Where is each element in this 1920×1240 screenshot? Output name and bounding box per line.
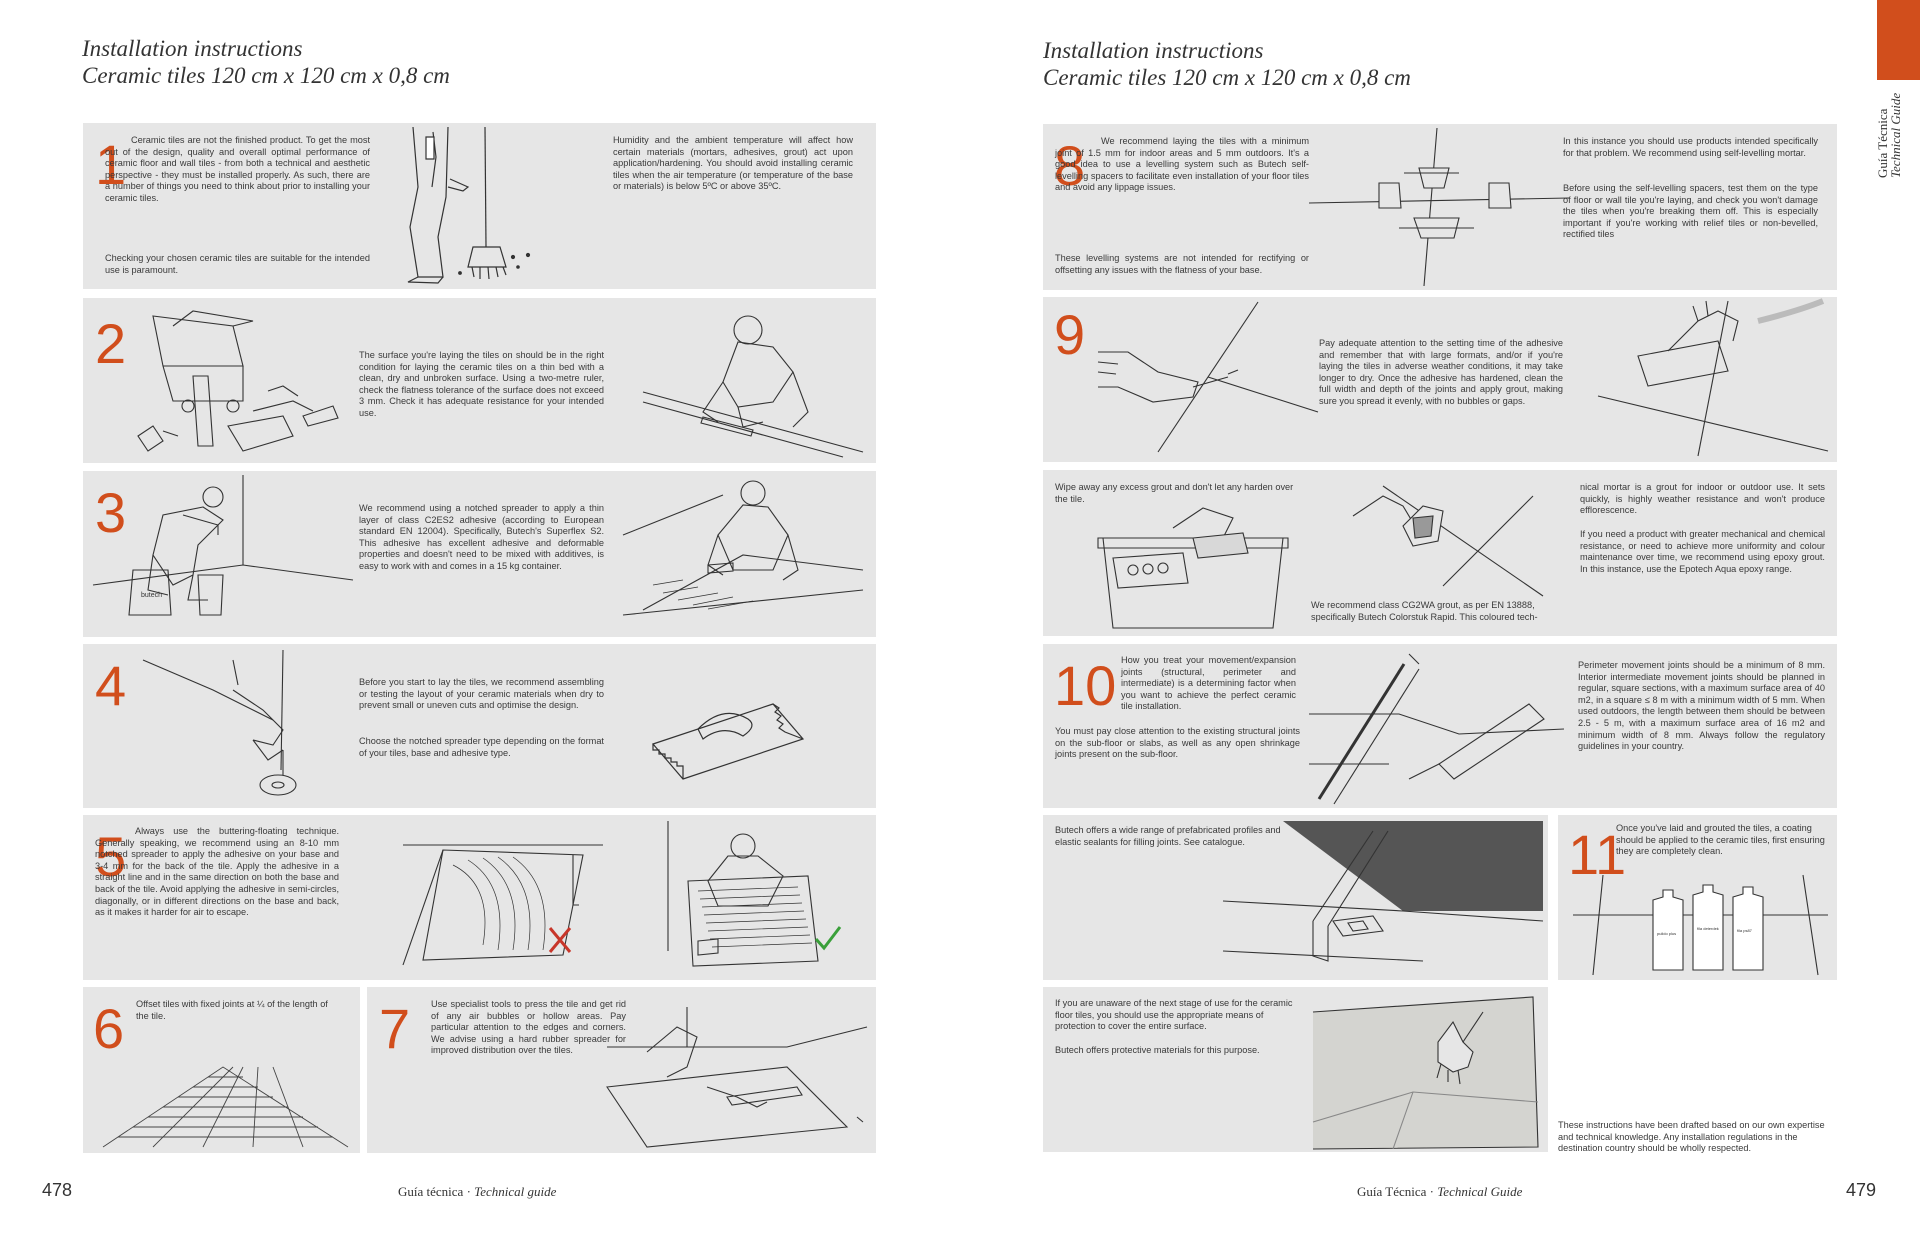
step-4-text-spreader: Choose the notched spreader type depending on the format of your tiles, base and adhesive type. [359, 736, 604, 758]
bucket-sponge-illustration [1093, 508, 1303, 633]
notched-spreader-illustration [643, 684, 813, 784]
worker-sweeping-illustration [388, 127, 578, 285]
step-number: 1 [95, 133, 127, 196]
bottle-label-3: fila ps87 [1737, 928, 1752, 933]
step-10-panel [1043, 644, 1837, 808]
step-9-text-epoxy: If you need a product with greater mechanical and chemical resistance, or need to achieve more uniformity and colour maintenance over time, we recommend using epoxy grout. In this instance, use the Epotech Aqua epoxy range. [1580, 529, 1825, 574]
step-1-text-temperature: Humidity and the ambient temperature will affect how certain materials (mortars, adhesives, grout) act upon application/hardening. You should avoid installing ceramic tiles when the air temperature (or temperature of the base or materials) is below 5ºC or above 35ºC. [613, 135, 853, 192]
right-title-line2: Ceramic tiles 120 cm x 120 cm x 0,8 cm [1043, 65, 1411, 90]
right-page-title [1043, 37, 1411, 91]
right-footer-es: Guía Técnica [1357, 1184, 1427, 1199]
hand-cleaning-joints-illustration [1098, 302, 1318, 452]
step-10-text-profiles: Butech offers a wide range of prefabricated profiles and elastic sealants for filling joints. See catalogue. [1055, 825, 1281, 847]
left-footer-en: Technical guide [474, 1184, 557, 1199]
step-8-text-joint: We recommend laying the tiles with a minimum joint of 1.5 mm for indoor areas and 5 mm outdoors. It's a good idea to use a levelling system such as Butech self-levelling spacers to facilitate even installation of your floor tiles and avoid any lippage issues. [1055, 136, 1309, 193]
step-2-text: The surface you're laying the tiles on should be in the right condition for laying the ceramic tiles on a thin bed with a clean, dry and unbroken surface. Using a two-metre ruler, check the flatness tolerance of the surface does not exceed 3 mm. Check it has adequate resistance for your intended use. [359, 350, 604, 418]
protection-text-materials: Butech offers protective materials for this purpose. [1055, 1045, 1260, 1055]
left-title-line2: Ceramic tiles 120 cm x 120 cm x 0,8 cm [82, 63, 450, 88]
hands-measuring-tape-illustration [133, 650, 373, 800]
step-7-text: Use specialist tools to press the tile and get rid of any air bubbles or hollow areas. Pay particular attention to the edges and corners. We advise using a hard rubber spreader for improved distribution over the tiles. [431, 999, 626, 1056]
step-11-panel [1558, 815, 1837, 980]
step-number: 10 [1054, 654, 1117, 717]
step-9-text-grout-properties: nical mortar is a grout for indoor or outdoor use. It sets quickly, is highly weather resistance and won't produce efflorescence. [1580, 482, 1825, 516]
step-5-panel [83, 815, 876, 980]
bottle-label-2: fila deterdek [1697, 926, 1719, 931]
left-footer [398, 1184, 556, 1200]
left-footer-sep: · [463, 1184, 475, 1199]
step-number: 3 [95, 481, 127, 544]
bucket-brand-label: butech [141, 592, 163, 599]
step-number: 2 [95, 312, 127, 375]
tools-kit-illustration [133, 306, 353, 456]
step-number: 11 [1568, 823, 1627, 886]
step-1-text-suitability: Checking your chosen ceramic tiles are suitable for the intended use is paramount. [105, 253, 370, 275]
step-6-text: Offset tiles with fixed joints at ¼ of the length of the tile. [136, 999, 328, 1021]
left-page-number: 478 [42, 1180, 73, 1200]
disclaimer-text: These instructions have been drafted based on our own expertise and technical knowledge. Any installation regulations in the destination country should be wholly respected. [1558, 1120, 1825, 1154]
right-mark-icon [813, 923, 843, 953]
bottle-label-1: pulido plus [1657, 931, 1677, 936]
step-10-text-perimeter: Perimeter movement joints should be a minimum of 8 mm. Interior intermediate movement joints should be planned in regular, square sections, with a maximum surface area of 40 m2, in a square ≤ 8 m with a minimum width of 5 mm. When used outdoors, the length between them should be between 2.5 - 5 m, with a maximum surface area of 16 m2 and minimum width of 8 mm. Always follow the regulatory guidelines in your country. [1578, 660, 1825, 752]
step-number: 4 [95, 654, 127, 717]
step-8-text-test-spacers: Before using the self-levelling spacers, test them on the type of floor or wall tile you're laying, and check you won't damage the tiles when you're breaking them off. This is especially important if you're working with relief tiles or non-bevelled, rectified tiles [1563, 183, 1818, 240]
hand-wiping-tile-illustration [1343, 476, 1543, 596]
step-1-panel [83, 123, 876, 289]
step-9-text-grout-class: We recommend class CG2WA grout, as per EN 13888, specifically Butech Colorstuk Rapid. This coloured tech- [1311, 600, 1538, 622]
step-1-text-intro: Ceramic tiles are not the finished product. To get the most out of the design, quality and overall optimal performance of ceramic floor and wall tiles - from both a technical and aesthetic perspective - they must be installed properly. As such, there are a number of things you need to think about prior to installing your ceramic tiles. [105, 135, 370, 203]
step-5-text: Always use the buttering-floating technique. Generally speaking, we recommend using an 8-10 mm notched spreader to apply the adhesive on your base and 3-4 mm for the back of the tile. Apply the adhesive in a straight line and in the same direction on both the base and back of the tile. Avoid applying the adhesive in semi-circles, diagonally, or in different directions on the base and back, as it makes it harder for air to escape. [95, 826, 339, 918]
step-2-panel [83, 298, 876, 463]
step-number: 6 [93, 997, 125, 1060]
right-footer-en: Technical Guide [1437, 1184, 1523, 1199]
worker-spreading-adhesive-illustration [623, 475, 863, 625]
joint-profile-illustration [1223, 821, 1543, 976]
step-3-panel [83, 471, 876, 637]
step-8-panel [1043, 124, 1837, 290]
step-number: 7 [379, 997, 411, 1060]
step-3-text: We recommend using a notched spreader to apply a thin layer of class C2ES2 adhesive (according to European standard EN 12004). Specifically, Butech's Superflex S2. This adhesive has excellent adhesive and deformable properties and doesn't need to be mixed with additives, is easy to work with and comes in a 15 kg container. [359, 503, 604, 571]
side-running-head [1876, 93, 1902, 178]
step-8-text-limits: These levelling systems are not intended for rectifying or offsetting any issues with the flatness of your base. [1055, 253, 1309, 275]
right-page-number: 479 [1846, 1180, 1877, 1200]
step-6-panel [83, 987, 360, 1153]
step-number: 9 [1054, 303, 1086, 366]
worker-mixing-adhesive-illustration [93, 475, 353, 630]
chapter-tab [1877, 0, 1920, 80]
step-8-text-self-levelling: In this instance you should use products intended specifically for that problem. We recommend using self-levelling mortar. [1563, 136, 1818, 158]
step-10-text-movement-joints: How you treat your movement/expansion joints (structural, perimeter and intermediate) is a determining factor when you want to achieve the perfect ceramic tile installation. [1121, 655, 1296, 712]
levelling-spacers-illustration [1309, 128, 1569, 286]
step-number: 8 [1054, 134, 1086, 197]
offset-tiles-floor-illustration [93, 1067, 353, 1149]
left-footer-es: Guía técnica [398, 1184, 464, 1199]
left-title-line1: Installation instructions [82, 36, 303, 61]
side-running-head-en: Technical Guide [1888, 92, 1903, 178]
step-10-text-structural: You must pay close attention to the existing structural joints on the sub-floor or slabs, as well as any open shrinkage joints present on the sub-floor. [1055, 726, 1300, 760]
step-9-text-wipe: Wipe away any excess grout and don't let any harden over the tile. [1055, 482, 1294, 504]
right-title-line1: Installation instructions [1043, 38, 1264, 63]
step-10-continued-panel [1043, 815, 1548, 980]
step-12-protection-panel [1043, 987, 1548, 1152]
sealant-gun-joint-illustration [1309, 654, 1564, 804]
step-9-panel [1043, 297, 1837, 462]
coating-bottles-illustration [1573, 875, 1828, 975]
side-running-head-es: Guía Técnica [1875, 108, 1890, 178]
hand-applying-grout-illustration [1598, 301, 1828, 456]
step-4-text-layout: Before you start to lay the tiles, we recommend assembling or testing the layout of your ceramic materials when dry to prevent small or uneven cuts and optimise the design. [359, 677, 604, 711]
wrong-adhesive-pattern-illustration [383, 825, 613, 975]
right-footer-sep: · [1426, 1184, 1438, 1199]
step-9-text-setting-time: Pay adequate attention to the setting time of the adhesive and remember that with large formats, and/or if you're laying the tiles in adverse weather conditions, it may take longer to dry. Once the adhesive has hardened, clean the full width and depth of the joints and apply grout, making sure you spread it evenly, with no bubbles or gaps. [1319, 338, 1563, 406]
step-9-continued-panel [1043, 470, 1837, 636]
worker-levelling-illustration [643, 302, 863, 457]
protective-cover-illustration [1313, 992, 1545, 1149]
wrong-mark-icon [547, 925, 573, 955]
step-11-text: Once you've laid and grouted the tiles, a coating should be applied to the ceramic tiles, first ensuring they are completely clean. [1616, 823, 1825, 857]
step-7-panel [367, 987, 876, 1153]
step-4-panel [83, 644, 876, 808]
protection-text-cover: If you are unaware of the next stage of use for the ceramic floor tiles, you should use the appropriate means of protection to cover the entire surface. [1055, 998, 1293, 1032]
step-number: 5 [95, 825, 127, 888]
left-page-title [82, 35, 450, 89]
right-footer [1357, 1184, 1522, 1200]
worker-pressing-tile-illustration [607, 1007, 869, 1149]
